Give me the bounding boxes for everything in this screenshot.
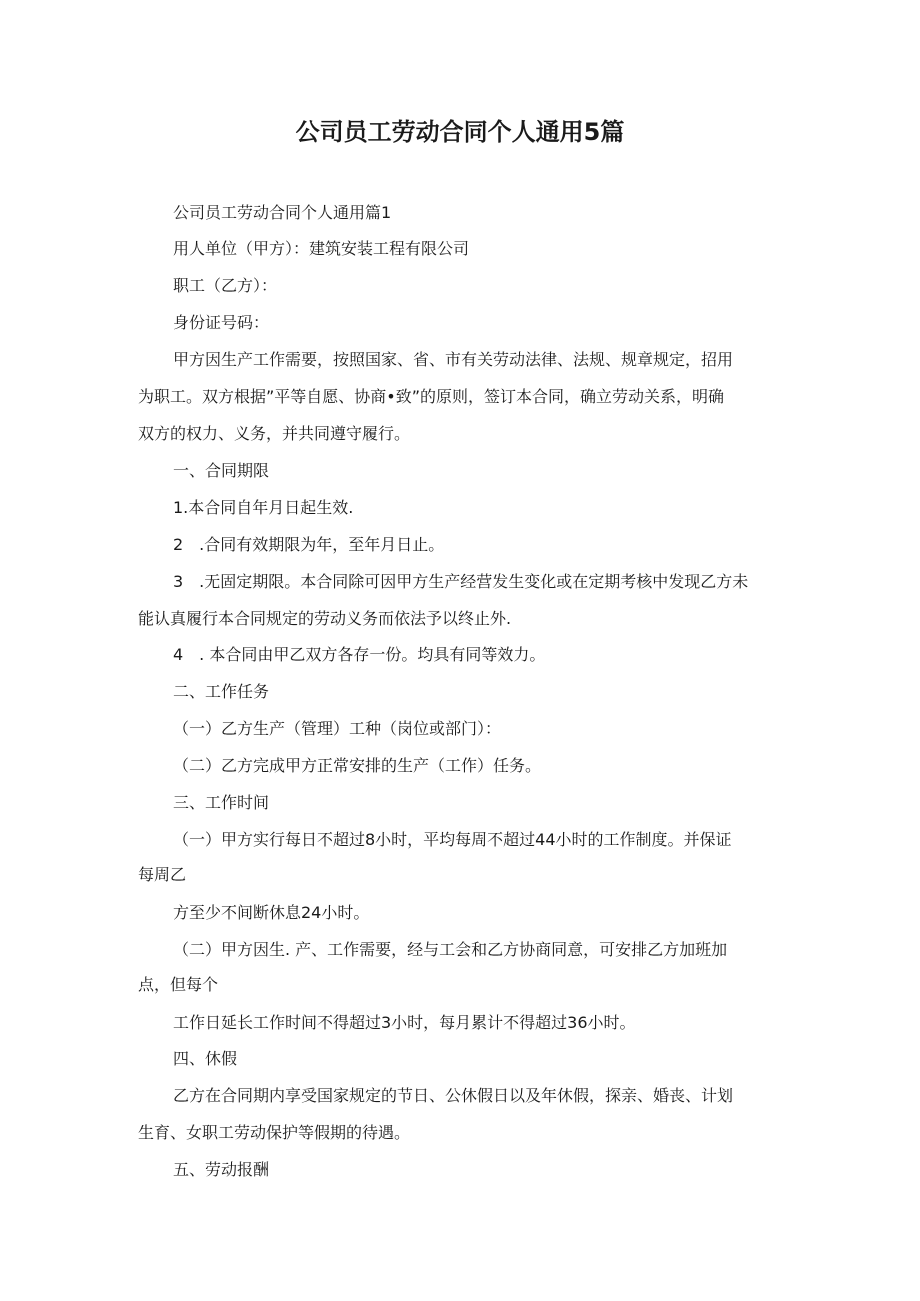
section-heading: 四、休假: [173, 1049, 238, 1068]
contract-heading: 公司员工劳动合同个人通用篇1: [173, 203, 392, 222]
clause-line: 3 .无固定期限。本合同除可因甲方生产经营发生变化或在定期考核中发现乙方未: [173, 572, 749, 591]
clause-line: 乙方在合同期内享受国家规定的节日、公休假日以及年休假，探亲、婚丧、计划: [173, 1086, 734, 1105]
clause-line: 点，但每个: [138, 975, 219, 994]
id-number-line: 身份证号码：: [173, 313, 270, 332]
clause-line: （一）甲方实行每日不超过8小时，平均每周不超过44小时的工作制度。并保证: [173, 830, 732, 849]
document-title: 公司员工劳动合同个人通用5篇: [295, 118, 625, 146]
section-heading: 五、劳动报酬: [173, 1160, 270, 1179]
clause-line: （二）甲方因生. 产、工作需要，经与工会和乙方协商同意，可安排乙方加班加: [173, 940, 728, 959]
clause-line: 1.本合同自年月日起生效.: [173, 498, 354, 517]
paragraph-line: 为职工。双方根据”平等自愿、协商•致”的原则，签订本合同，确立劳动关系，明确: [138, 387, 725, 406]
section-heading: 二、工作任务: [173, 682, 270, 701]
section-heading: 一、合同期限: [173, 461, 270, 480]
clause-line: （一）乙方生产（管理）工种（岗位或部门）：: [173, 719, 502, 738]
employer-line: 用人单位（甲方）：建筑安装工程有限公司: [173, 239, 470, 258]
clause-line: 生育、女职工劳动保护等假期的待遇。: [138, 1123, 411, 1142]
clause-line: 能认真履行本合同规定的劳动义务而依法予以终止外.: [138, 609, 512, 628]
paragraph-line: 甲方因生产工作需要，按照国家、省、市有关劳动法律、法规、规章规定，招用: [173, 350, 734, 369]
clause-line: 2 .合同有效期限为年，至年月日止。: [173, 535, 445, 554]
clause-line: 方至少不间断休息24小时。: [173, 903, 370, 922]
clause-line: 4 . 本合同由甲乙双方各存一份。均具有同等效力。: [173, 645, 546, 664]
clause-line: 每周乙: [138, 865, 187, 884]
employee-line: 职工（乙方）：: [173, 276, 278, 295]
section-heading: 三、工作时间: [173, 793, 270, 812]
paragraph-line: 双方的权力、义务，并共同遵守履行。: [138, 424, 411, 443]
clause-line: （二）乙方完成甲方正常安排的生产（工作）任务。: [173, 756, 542, 775]
clause-line: 工作日延长工作时间不得超过3小时，每月累计不得超过36小时。: [173, 1013, 636, 1032]
